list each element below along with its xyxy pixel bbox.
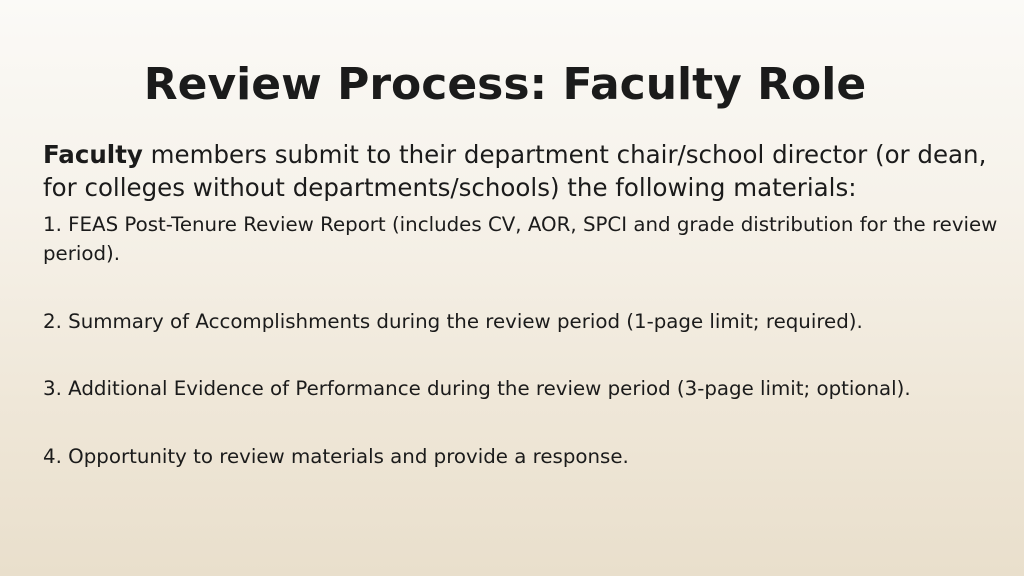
list-item: 4. Opportunity to review materials and provide a response. [43, 445, 629, 468]
list-item: 1. FEAS Post-Tenure Review Report (includes CV, AOR, SPCI and grade distribution for the review period). [43, 213, 998, 265]
intro-text: members submit to their department chair/school director (or dean, for colleges without departments/schools) the following materials: [43, 140, 987, 202]
list-item: 3. Additional Evidence of Performance during the review period (3-page limit; optional). [43, 377, 911, 400]
intro-paragraph [43, 138, 1003, 204]
intro-bold-term: Faculty [43, 140, 143, 169]
slide-title: Review Process: Faculty Role [143, 59, 867, 111]
list-item: 2. Summary of Accomplishments during the review period (1-page limit; required). [43, 310, 863, 333]
